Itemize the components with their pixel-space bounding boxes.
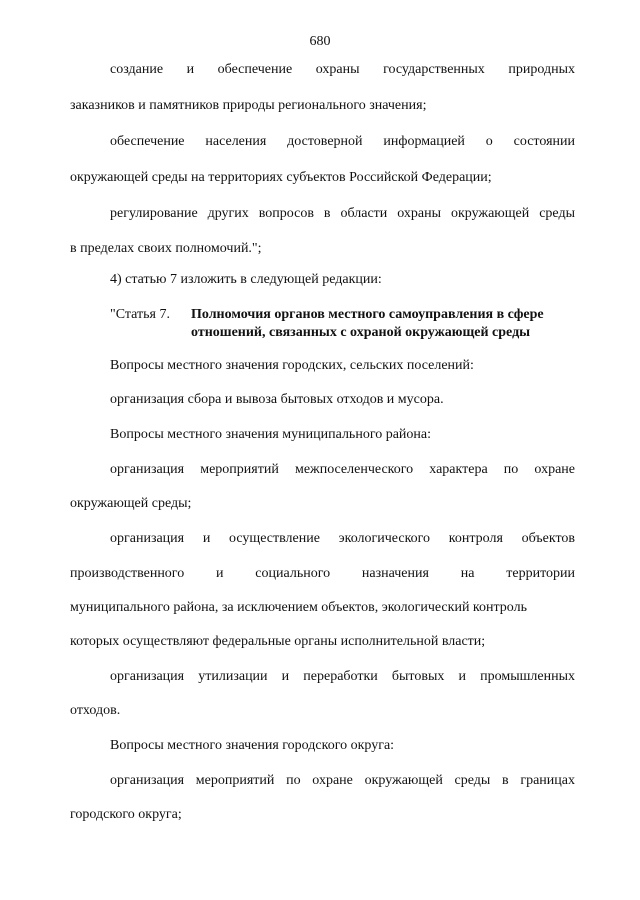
paragraph-line: окружающей среды; bbox=[70, 496, 192, 511]
paragraph-line: заказников и памятников природы регионального значения; bbox=[70, 98, 427, 113]
paragraph-line: производственного и социального назначения на территории bbox=[70, 566, 575, 581]
article-title-line: отношений, связанных с охраной окружающей среды bbox=[191, 325, 531, 340]
paragraph-line: организация утилизации и переработки бытовых и промышленных bbox=[110, 669, 575, 684]
paragraph-line: муниципального района, за исключением объектов, экологический контроль bbox=[70, 600, 527, 615]
paragraph-line: Вопросы местного значения городского округа: bbox=[110, 738, 395, 753]
page-number: 680 bbox=[309, 34, 331, 49]
paragraph-line: окружающей среды на территориях субъектов Российской Федерации; bbox=[70, 170, 492, 185]
paragraph-line: в пределах своих полномочий."; bbox=[70, 241, 262, 256]
paragraph-line: организация мероприятий по охране окружающей среды в границах bbox=[110, 773, 575, 788]
paragraph-line: городского округа; bbox=[70, 807, 182, 822]
paragraph-line: обеспечение населения достоверной информацией о состоянии bbox=[110, 134, 575, 149]
paragraph-line: 4) статью 7 изложить в следующей редакции: bbox=[110, 272, 382, 287]
paragraph-line: Вопросы местного значения муниципального района: bbox=[110, 427, 432, 442]
paragraph-line: организация сбора и вывоза бытовых отходов и мусора. bbox=[110, 392, 444, 407]
paragraph-line: Вопросы местного значения городских, сельских поселений: bbox=[110, 358, 474, 373]
paragraph-line: регулирование других вопросов в области охраны окружающей среды bbox=[110, 206, 575, 221]
paragraph-line: которых осуществляют федеральные органы исполнительной власти; bbox=[70, 634, 486, 649]
paragraph-line: отходов. bbox=[70, 703, 121, 718]
paragraph-line: организация и осуществление экологического контроля объектов bbox=[110, 531, 575, 546]
paragraph-line: создание и обеспечение охраны государственных природных bbox=[110, 62, 575, 77]
article-title-line: Полномочия органов местного самоуправления в сфере bbox=[191, 307, 544, 322]
article-label: "Статья 7. bbox=[110, 307, 170, 322]
paragraph-line: организация мероприятий межпоселенческого характера по охране bbox=[110, 462, 575, 477]
